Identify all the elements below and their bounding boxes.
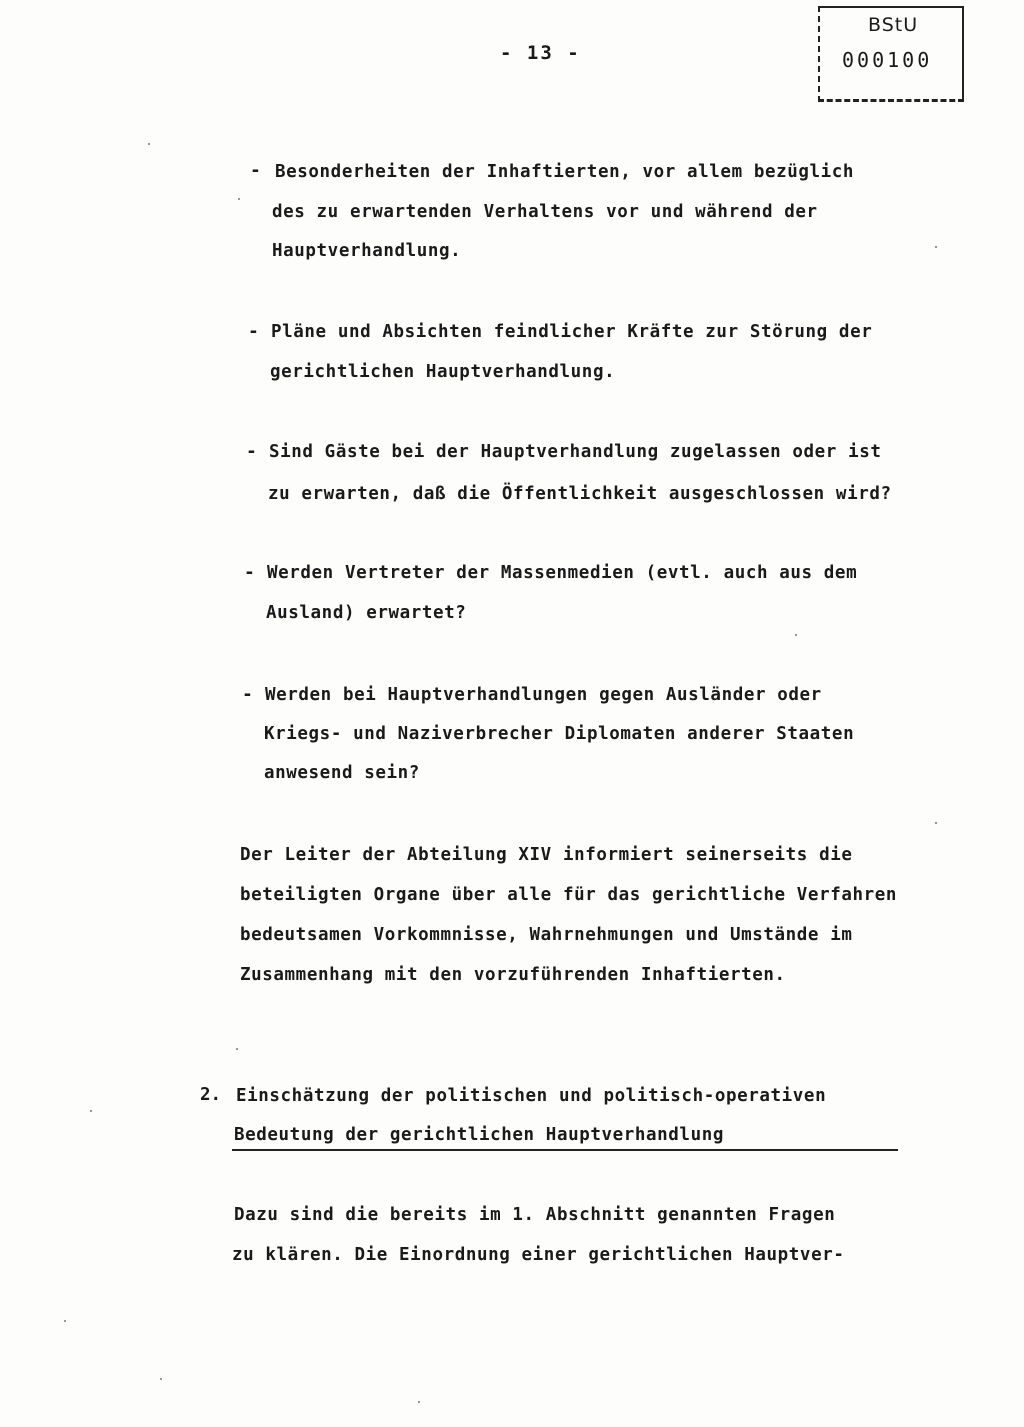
bullet-5-line-2: Kriegs- und Naziverbrecher Diplomaten anderer Staaten <box>264 724 855 744</box>
scan-speck <box>935 822 937 824</box>
paragraph-2-line-2: zu klären. Die Einordnung einer gerichtlichen Hauptver- <box>232 1245 845 1265</box>
page-number: - 13 - <box>500 42 581 64</box>
scan-speck <box>935 246 937 248</box>
archive-stamp <box>818 6 964 102</box>
scan-speck <box>418 1401 420 1403</box>
paragraph-1-line-2: beteiligten Organe über alle für das gerichtliche Verfahren <box>240 885 898 905</box>
bullet-3-line-2: zu erwarten, daß die Öffentlichkeit ausgeschlossen wird? <box>268 484 892 504</box>
bullet-dash: - <box>246 441 257 462</box>
scan-speck <box>160 1378 162 1380</box>
bullet-1-line-1: Besonderheiten der Inhaftierten, vor allem bezüglich <box>275 162 855 182</box>
paragraph-1-line-1: Der Leiter der Abteilung XIV informiert seinerseits die <box>240 845 853 865</box>
bullet-4-line-2: Ausland) erwartet? <box>266 603 467 623</box>
scan-speck <box>795 634 797 636</box>
paragraph-1-line-3: bedeutsamen Vorkommnisse, Wahrnehmungen und Umstände im <box>240 925 853 945</box>
bullet-dash: - <box>250 160 261 181</box>
stamp-number: 000100 <box>842 48 933 72</box>
bullet-2-line-1: Pläne und Absichten feindlicher Kräfte zur Störung der <box>271 322 873 342</box>
bullet-3-line-1: Sind Gäste bei der Hauptverhandlung zugelassen oder ist <box>269 442 882 462</box>
bullet-dash: - <box>242 684 253 705</box>
scan-speck <box>148 143 150 145</box>
scan-speck <box>238 198 240 200</box>
heading-underline <box>232 1149 898 1151</box>
scan-speck <box>64 1320 66 1322</box>
scan-speck <box>236 1048 238 1050</box>
section-number: 2. <box>200 1085 222 1105</box>
bullet-dash: - <box>248 321 259 342</box>
paragraph-2-line-1: Dazu sind die bereits im 1. Abschnitt genannten Fragen <box>234 1205 836 1225</box>
stamp-organization: BStU <box>868 14 919 36</box>
scan-speck <box>90 1110 92 1112</box>
section-heading-line-1: Einschätzung der politischen und politisch-operativen <box>236 1086 827 1106</box>
paragraph-1-line-4: Zusammenhang mit den vorzuführenden Inhaftierten. <box>240 965 786 985</box>
bullet-5-line-3: anwesend sein? <box>264 763 420 783</box>
section-heading-line-2: Bedeutung der gerichtlichen Hauptverhandlung <box>234 1125 724 1145</box>
bullet-1-line-2: des zu erwartenden Verhaltens vor und während der <box>272 202 818 222</box>
bullet-dash: - <box>244 562 255 583</box>
bullet-5-line-1: Werden bei Hauptverhandlungen gegen Ausländer oder <box>265 685 822 705</box>
bullet-4-line-1: Werden Vertreter der Massenmedien (evtl. auch aus dem <box>267 563 858 583</box>
bullet-2-line-2: gerichtlichen Hauptverhandlung. <box>270 362 616 382</box>
bullet-1-line-3: Hauptverhandlung. <box>272 241 462 261</box>
